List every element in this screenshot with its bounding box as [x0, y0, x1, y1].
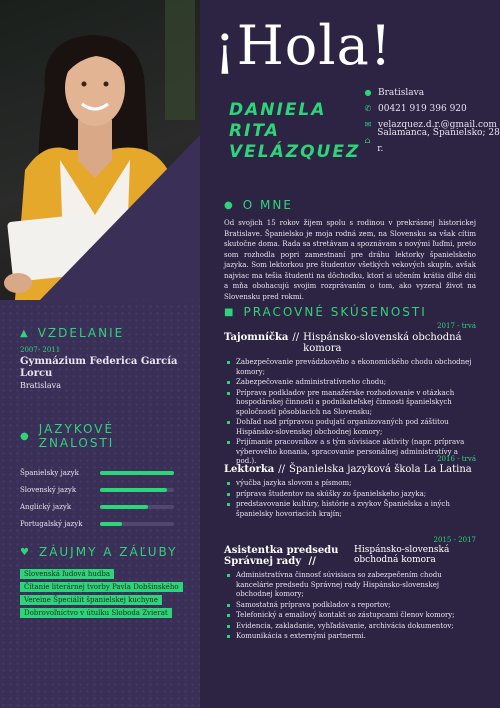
job-company: Španielska jazyková škola La Latina [289, 464, 472, 475]
job-dates: 2015 - 2017 [433, 536, 476, 544]
home-icon: ⌂ [364, 136, 371, 145]
list-item: Samostatná príprava podkladov a reportov; [236, 601, 476, 611]
language-level-fill [100, 488, 167, 492]
list-item: Príprava podkladov pre manažérske rozhodovanie v otázkach hospodárskej činnosti a podnikateľskej činnosti španielskych spoločností pôsobiacich na Slovensku; [236, 389, 476, 418]
language-level-bar [100, 522, 174, 526]
language-level-bar [100, 471, 174, 475]
interest-tag: Vereine Špeciálit španielskej kuchyne [20, 595, 162, 605]
experience-title: ■ PRACOVNÉ SKÚSENOSTI [224, 305, 427, 319]
language-level-fill [100, 505, 148, 509]
list-item: výučba jazyka slovom a písmom; [236, 479, 476, 489]
list-item: Zabezpečovanie prevádzkového a ekonomického chodu obchodnej komory; [236, 358, 476, 377]
education-section [20, 326, 180, 390]
contact-phone[interactable]: ✆ 00421 919 396 920 [362, 101, 500, 117]
education-dates: 2007- 2011 [20, 346, 61, 354]
name-line-3: VELÁZQUEZ [229, 142, 361, 162]
languages-section [20, 422, 180, 532]
job-3 [224, 536, 476, 643]
language-name: Slovenský jazyk [20, 485, 77, 494]
job-duties [224, 479, 476, 519]
list-item: predstavovanie kultúry, histórie a zvykov Španielska a iných španielsky hovoriacich krajín; [236, 500, 476, 519]
job-title: Asistentka predsedu Správnej rady // [224, 545, 339, 567]
language-name: Španielsky jazyk [20, 468, 79, 477]
full-name [229, 100, 360, 163]
about-section [224, 198, 476, 302]
language-skill-row [20, 481, 180, 498]
job-title: Tajomníčka [224, 332, 289, 343]
job-2: 2016 - trvá Lektorka // Španielska jazyková škola La Latina výučba jazyka slovom a písmom; príprava študentov na skúšky zo španielskeho jazyka; predstavovanie kultúry, histórie a zvykov Španielska a iných španielsky hovoriacich krajín; [224, 455, 476, 518]
language-name: Anglický jazyk [20, 502, 72, 511]
school-city: Bratislava [20, 381, 61, 390]
language-name: Portugalský jazyk [20, 519, 83, 528]
job-duties [224, 358, 476, 467]
education-title: ▲ VZDELANIE [20, 326, 125, 340]
list-item: Administratívna činnosť súvisiaca so zabezpečením chodu kancelárie predsedu Správnej rady Hispánsko-slovenskej obchodnej komory; [236, 571, 476, 600]
profile-photo [0, 0, 200, 300]
language-level-bar [100, 488, 174, 492]
list-item: Dohľad nad prípravou podujatí organizovaných pod záštitou Hispánsko-slovenskej obchodnej komory; [236, 418, 476, 437]
contact-email[interactable]: ✉ velazquez.d.r.@gmail.com [362, 117, 500, 133]
interests-title: ♥ ZÁUJMY A ZÁĽUBY [20, 545, 178, 559]
languages-title: ● JAZYKOVÉ ZNALOSTI [20, 422, 115, 450]
language-skill-row [20, 464, 180, 481]
list-item: Telefonický a emailový kontakt so zástupcami členov komory; [236, 611, 476, 621]
experience-section [224, 305, 476, 319]
briefcase-icon: ■ [224, 306, 236, 318]
language-level-fill [100, 471, 174, 475]
job-dates: 2017 - trvá [437, 322, 476, 330]
job-title: Lektorka [224, 464, 275, 475]
person-icon: ● [224, 199, 235, 211]
interest-tags [20, 569, 180, 621]
language-level-fill [100, 522, 122, 526]
phone-icon: ✆ [364, 104, 372, 113]
job-1: 2017 - trvá Tajomníčka // Hispánsko-slovenská obchodná komora Zabezpečovanie prevádzkového a ekonomického chodu obchodnej komory; Zabezpečovanie administratívneho chodu; Príprava podkladov pre manažérske rozhodovanie v otázkach hospodárskej činnosti a podnikateľskej činnosti španielskych spoločností pôsobiacich na Slovensku; Dohľad nad prípravou podujatí organizovaných pod záštitou Hispánsko-slovenskej obchodnej komory; Prijímanie pracovníkov a s tým súvisiace aktivity (napr. príprava výberového konania, spracovanie personálnej administratívy a pod.). [224, 322, 476, 465]
graduation-cap-icon: ▲ [20, 327, 30, 339]
interest-tag: Čítanie literárnej tvorby Pavla Dobšinského [20, 582, 183, 592]
list-item: Zabezpečovanie administratívneho chodu; [236, 378, 476, 388]
school-name: Gymnázium Federica García Lorcu [20, 356, 178, 379]
language-skill-row [20, 498, 180, 515]
language-skill-row [20, 515, 180, 532]
contact-location: ● Bratislava [362, 85, 500, 101]
language-list [20, 464, 180, 532]
greeting-heading: ¡Hola! [214, 14, 393, 77]
job-company: Hispánsko-slovenská obchodná komora [354, 545, 450, 565]
name-line-1: DANIELA [229, 100, 327, 120]
contact-block [362, 85, 500, 154]
name-line-2: RITA [229, 121, 280, 141]
email-icon: ✉ [364, 120, 372, 129]
list-item: Prijímanie pracovníkov a s tým súvisiace aktivity (napr. príprava výberového konania, spracovanie personálnej administratívy a pod.). [236, 438, 476, 467]
job-company: Hispánsko-slovenská obchodná komora [303, 332, 462, 354]
about-text: Od svojich 15 rokov žijem spolu s rodinou v prekrásnej historickej Bratislave. Španielsko je moja rodná zem, na Slovensku sa však cítim skutočne doma. Rada sa stretávam a spoznávam s novými ľuďmi, preto som rozhodla popri zamestnaní pre dráhu lektorky španielskeho jazyka. Som lektorkou pre študentov všetkých vekových skupín, avšak najviac ma tešia študenti na dôchodku, ktorí si učením krátia dlhé dni a mňa obohacujú svojim rozprávaním o tom, ako vyzeral život na Slovensku pred rokmi. [224, 219, 476, 301]
list-item: Komunikácia s externými partnermi. [236, 632, 476, 642]
heart-icon: ♥ [20, 546, 31, 558]
contact-address: ⌂ Salamanca, Španielsko; 28 r. [362, 133, 500, 149]
interests-section [20, 545, 180, 621]
location-pin-icon: ● [364, 88, 372, 97]
interest-tag: Dobrovoľníctvo v útulku Sloboda Zvierat [20, 608, 172, 618]
list-item: Evidencia, zakladanie, vyhľadávanie, archivácia dokumentov; [236, 622, 476, 632]
list-item: príprava študentov na skúšky zo španielskeho jazyka; [236, 490, 476, 500]
interest-tag: Slovenská ľudová hudba [20, 569, 114, 579]
job-dates: 2016 - trvá [437, 455, 476, 463]
job-duties [224, 571, 476, 642]
language-level-bar [100, 505, 174, 509]
globe-icon: ● [20, 430, 31, 442]
about-title: ● O MNE [224, 198, 293, 212]
